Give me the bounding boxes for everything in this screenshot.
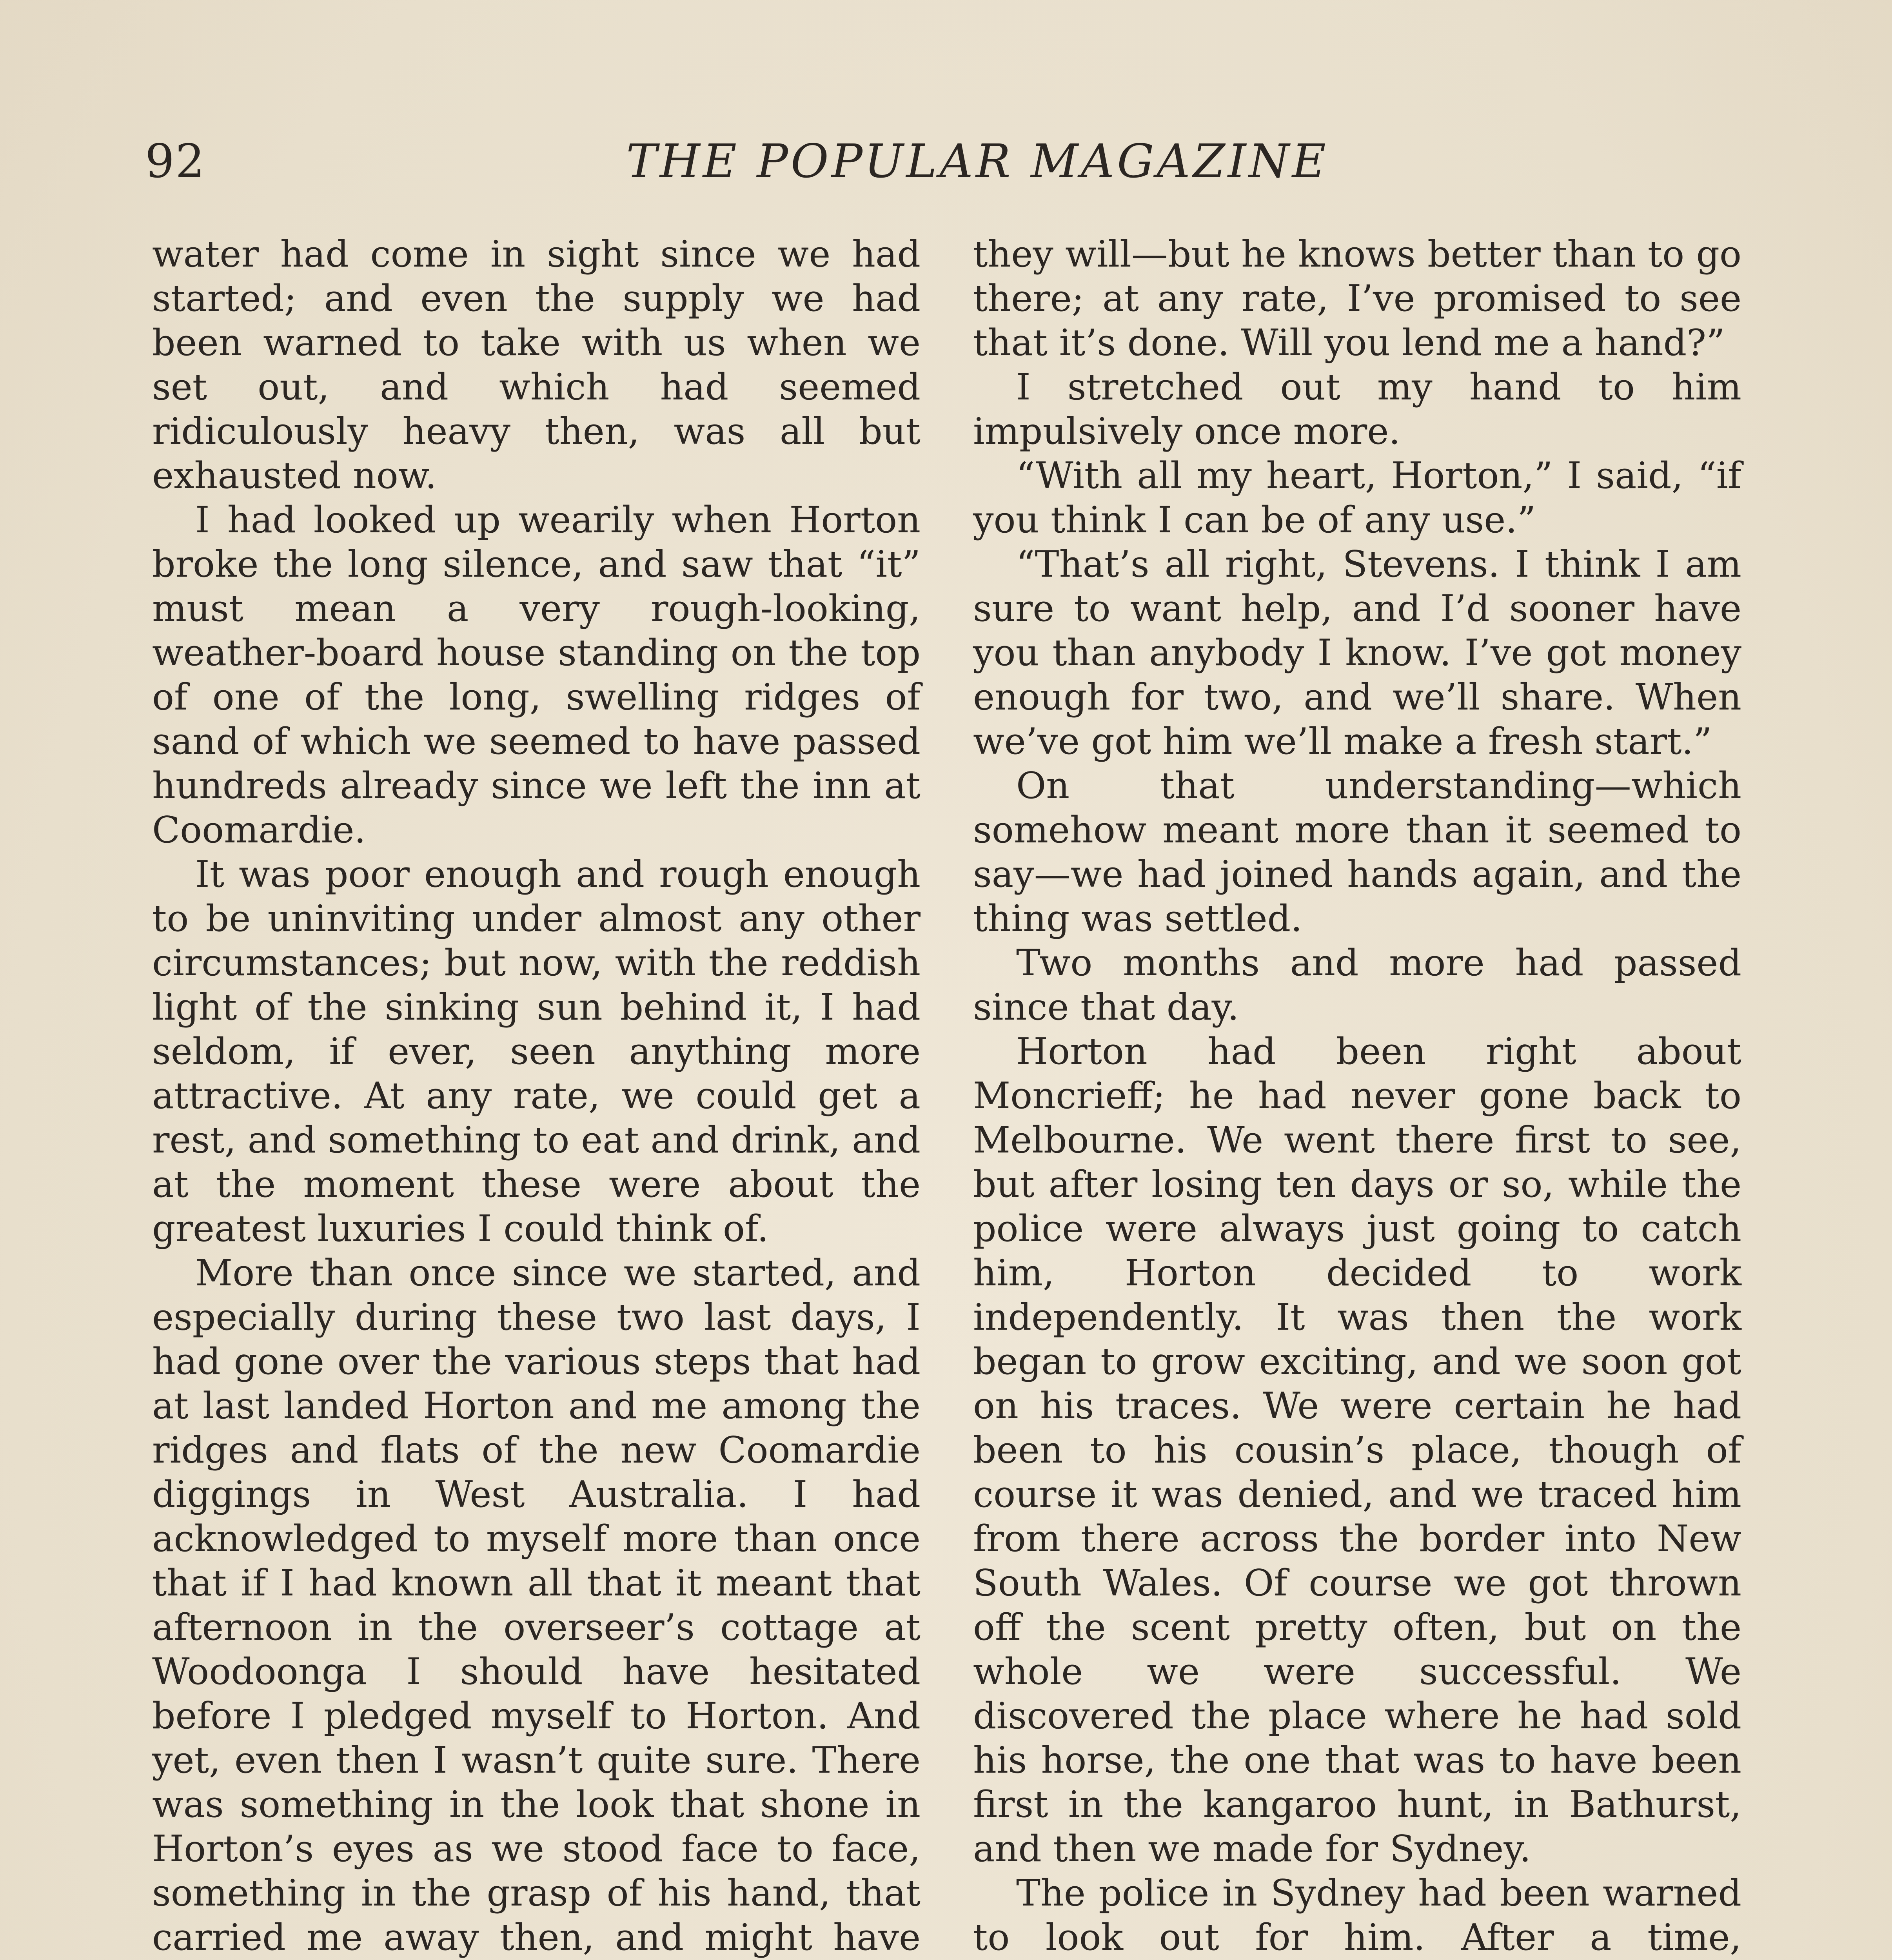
paragraph: I had looked up wearily when Horton broke the long silence, and saw that “it” must mean a very rough-looking, weather-board house standing on the top of one of the long, swelling ridges of sand of which we seemed to have passed hundreds already since we left the inn at Coomardie. — [152, 499, 921, 851]
paragraph: The police in Sydney had been warned to look out for him. After a time, — [973, 1872, 1741, 1958]
running-title: THE POPULAR MAGAZINE — [626, 134, 1329, 188]
paragraph: “With all my heart, Horton,” I said, “if you think I can be of any use.” — [973, 454, 1741, 541]
left-text-column — [152, 232, 921, 1960]
paragraph: water had come in sight since we had started; and even the supply we had been warned to take with us when we set out, and which had seemed ridiculously heavy then, was all but exhausted now. — [152, 233, 921, 497]
paragraph: Two months and more had passed since that day. — [973, 942, 1741, 1028]
paragraph: It was poor enough and rough enough to be uninviting under almost any other circumstances; but now, with the reddish light of the sinking sun behind it, I had seldom, if ever, seen anything more attractive. At any rate, we could get a rest, and something to eat and drink, and at the moment these were about the greatest luxuries I could think of. — [152, 853, 921, 1250]
paragraph: they will—but he knows better than to go there; at any rate, I’ve promised to see that it’s done. Will you lend me a hand?” — [973, 233, 1741, 364]
paragraph: More than once since we started, and especially during these two last days, I had gone over the various steps that had at last landed Horton and me among the ridges and flats of the new Coomardie diggings in West Australia. I had acknowledged to myself more than once that if I had known all that it meant that afternoon in the overseer’s cottage at Woodoonga I should have hesitated before I pledged myself to Horton. And yet, even then I wasn’t quite sure. There was something in the look that shone in Horton’s eyes as we stood face to face, something in the grasp of his hand, that carried me away then, and might have — [152, 1252, 921, 1958]
paragraph: Horton had been right about Moncrieff; he had never gone back to Melbourne. We went there first to see, but after losing ten days or so, while the police were always just going to catch him, Horton decided to work independently. It was then the work began to grow exciting, and we soon got on his traces. We were certain he had been to his cousin’s place, though of course it was denied, and we traced him from there across the border into New South Wales. Of course we got thrown off the scent pretty often, but on the whole we were successful. We discovered the place where he had sold his horse, the one that was to have been first in the kangaroo hunt, in Bathurst, and then we made for Sydney. — [973, 1030, 1741, 1870]
right-text-column — [973, 232, 1741, 1960]
paragraph: “That’s all right, Stevens. I think I am sure to want help, and I’d sooner have you than anybody I know. I’ve got money enough for two, and we’ll share. When we’ve got him we’ll make a fresh start.” — [973, 543, 1741, 762]
paragraph: On that understanding—which somehow meant more than it seemed to say—we had joined hands again, and the thing was settled. — [973, 764, 1741, 940]
page-number: 92 — [145, 134, 206, 188]
paragraph: I stretched out my hand to him impulsively once more. — [973, 366, 1741, 452]
